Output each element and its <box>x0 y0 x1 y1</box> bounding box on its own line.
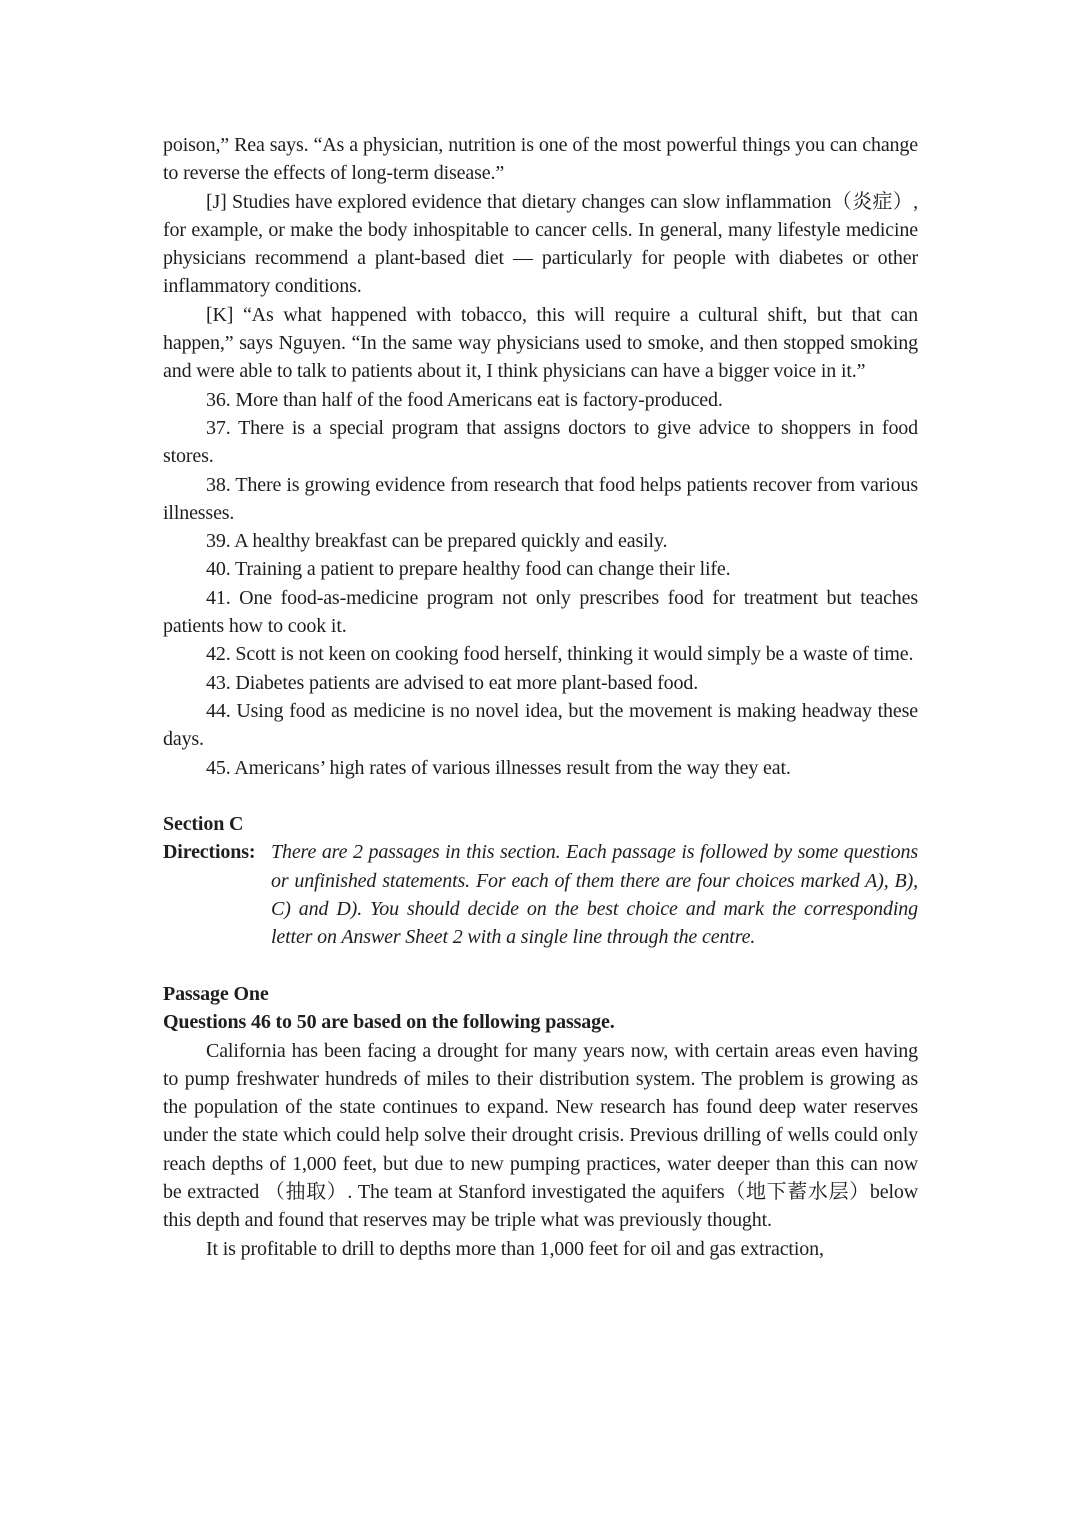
passage-paragraph-2: It is profitable to drill to depths more than 1,000 feet for oil and gas extraction, <box>206 1237 824 1260</box>
continuation-paragraph: poison,” Rea says. “As a physician, nutrition is one of the most powerful things you can change to reverse the effects of long-term disease.” <box>163 134 918 185</box>
spacer <box>163 952 918 980</box>
statement-45: 45. Americans’ high rates of various illnesses result from the way they eat. <box>206 756 791 779</box>
passage-paragraph-1: California has been facing a drought for many years now, with certain areas even having to pump freshwater hundreds of miles to their distribution system. The problem is growing as the population of the state continues to expand. New research has found deep water reserves under the state which could help solve their drought crisis. Previous drilling of wells could only reach depths of 1,000 feet, but due to new pumping practices, water deeper than this can now be extracted （抽取）. The team at Stanford investigated the aquifers（地下蓄水层）below this depth and found that reserves may be triple what was previously thought. <box>163 1039 918 1232</box>
statement-44: 44. Using food as medicine is no novel idea, but the movement is making headway these days. <box>163 699 918 751</box>
statement-36: 36. More than half of the food Americans eat is factory-produced. <box>206 388 723 411</box>
section-c-heading: Section C <box>163 813 244 836</box>
directions-text: There are 2 passages in this section. Each passage is followed by some questions or unfinished statements. For each of them there are four choices marked A), B), C) and D). You should decide on the best choice and mark the corresponding letter on Answer Sheet 2 with a single line through the centre. <box>271 841 918 949</box>
statement-37: 37. There is a special program that assigns doctors to give advice to shoppers in food stores. <box>163 416 918 468</box>
directions-block <box>163 838 918 951</box>
statement-38: 38. There is growing evidence from research that food helps patients recover from various illnesses. <box>163 473 918 524</box>
statement-39: 39. A healthy breakfast can be prepared quickly and easily. <box>206 530 668 553</box>
statement-42: 42. Scott is not keen on cooking food herself, thinking it would simply be a waste of time. <box>206 643 914 666</box>
passage-one-heading: Passage One <box>163 982 269 1005</box>
spacer <box>163 782 918 810</box>
statement-40: 40. Training a patient to prepare healthy food can change their life. <box>206 558 731 581</box>
paragraph-k: [K] “As what happened with tobacco, this will require a cultural shift, but that can happen,” says Nguyen. “In the same way physicians used to smoke, and then stopped smoking and were able to talk to patients about it, I think physicians can have a bigger voice in it.” <box>163 303 918 383</box>
statement-43: 43. Diabetes patients are advised to eat more plant-based food. <box>206 671 699 694</box>
statement-41: 41. One food-as-medicine program not only prescribes food for treatment but teaches patients how to cook it. <box>163 586 918 638</box>
directions-label: Directions: <box>163 841 256 864</box>
passage-one-subheading: Questions 46 to 50 are based on the following passage. <box>163 1011 615 1034</box>
document-page <box>163 131 918 1263</box>
paragraph-j: [J] Studies have explored evidence that dietary changes can slow inflammation（炎症）, for example, or make the body inhospitable to cancer cells. In general, many lifestyle medicine physicians recommend a plant-based diet — particularly for people with diabetes or other inflammatory conditions. <box>163 190 918 298</box>
